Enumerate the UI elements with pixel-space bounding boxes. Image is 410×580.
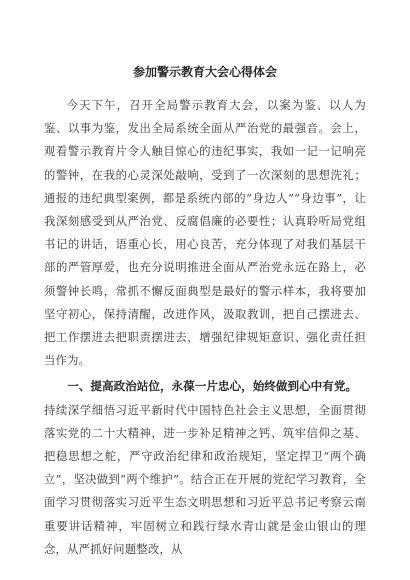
section-heading: 一、提高政治站位，永葆一片忠心，始终做到心中有党。 bbox=[67, 379, 358, 394]
document-title: 参加警示教育大会心得体会 bbox=[132, 65, 277, 79]
body-paragraph: 今天下午，召开全局警示教育大会，以案为鉴、以人为鉴、以事为鉴，发出全局系统全面从严治党的最强音。会上，观看警示教育片令人触目惊心的违纪事实，我如一记一记响亮的警钟，在我的心灵深处敲响，受到了一次深刻的思想洗礼；通报的违纪典型案例，都是系统内部的“身边人”“身边事”，让我深刻感受到从严治党、反腐倡廉的必要性；认真聆听局党组书记的讲话，语重心长，用心良苦，充分体现了对我们基层干部的严管厚爱，也充分说明推进全面从严治党永远在路上，必须警钟长鸣，常抓不懈反面典型是最好的警示样本，我将要加坚守初心，保持清醒，改进作风，汲取教训，把自己摆进去、把工作摆进去把职责摆进去，增强纪律规矩意识、强化责任担当作为。 bbox=[44, 99, 366, 368]
section-paragraph: 持续深学细悟习近平新时代中国特色社会主义思想，全面贯彻落实党的二十大精神，进一步补足精神之钙、筑牢信仰之基、把稳思想之舵，严守政治纪律和政治规矩，坚定捍卫“两个确立”，坚决做到“两个维护”。结合正在开展的党纪学习教育，全面学习贯彻落实习近平生态文明思想和习近平总书记考察云南重要讲话精神，牢固树立和践行绿水青山就是金山银山的理念，从严抓好问题整改，从 bbox=[44, 403, 366, 556]
